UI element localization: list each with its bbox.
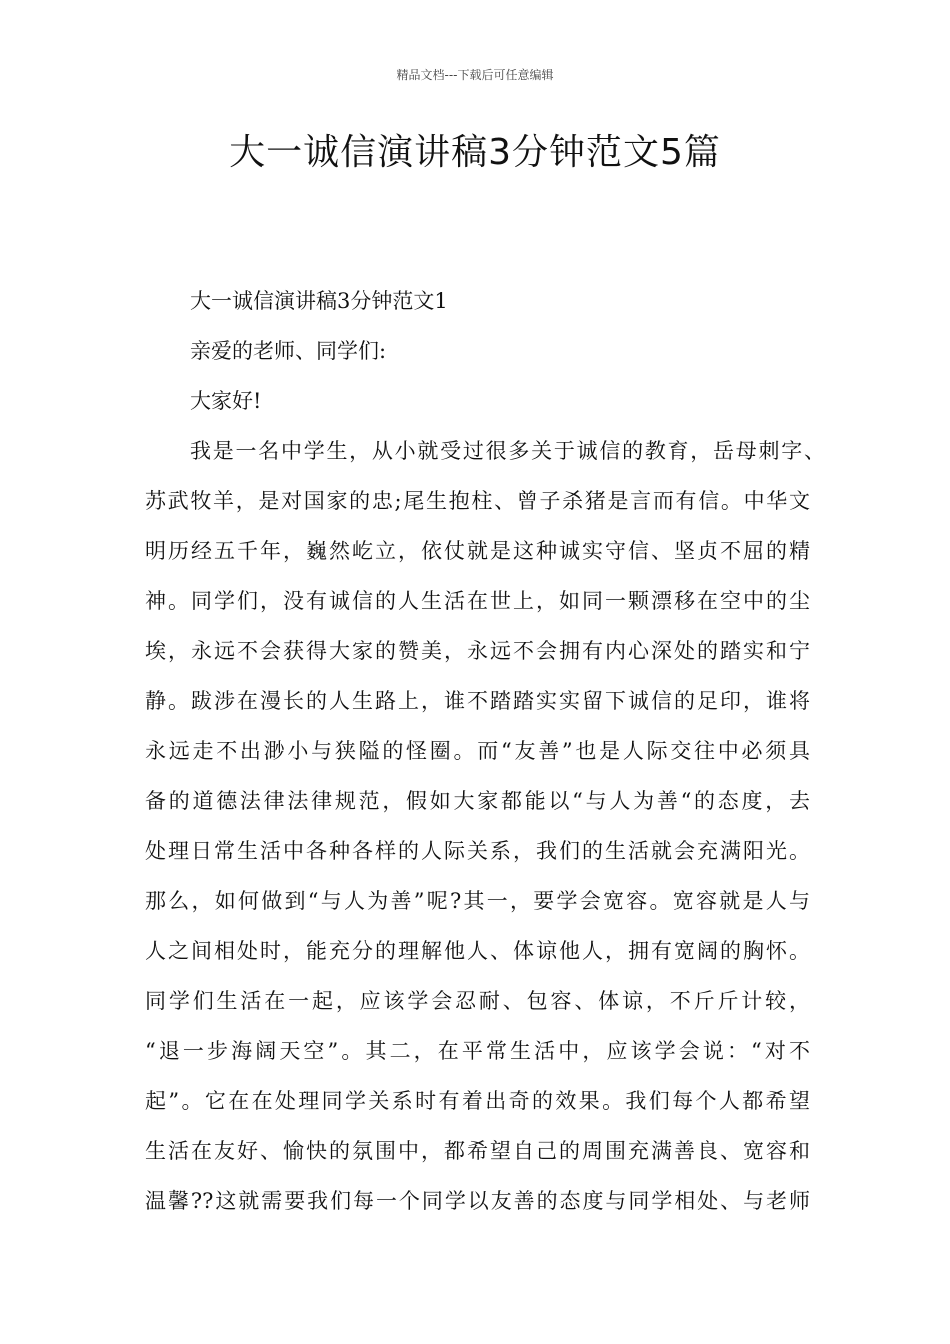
paragraph-line: 同学们生活在一起，应该学会忍耐、包容、体谅，不斤斤计较， — [145, 989, 810, 1013]
paragraph-line: 苏武牧羊，是对国家的忠;尾生抱柱、曾子杀猪是言而有信。中华文 — [145, 489, 810, 513]
paragraph-line: 处理日常生活中各种各样的人际关系，我们的生活就会充满阳光。 — [145, 839, 810, 863]
greeting: 大家好! — [190, 389, 262, 413]
paragraph-line: 人之间相处时，能充分的理解他人、体谅他人，拥有宽阔的胸怀。 — [145, 939, 810, 963]
paragraph-line: 起”。它在在处理同学关系时有着出奇的效果。我们每个人都希望 — [145, 1089, 810, 1113]
paragraph-line: 那么，如何做到“与人为善”呢?其一，要学会宽容。宽容就是人与 — [145, 889, 810, 913]
paragraph-line: 温馨??这就需要我们每一个同学以友善的态度与同学相处、与老师 — [145, 1189, 810, 1213]
paragraph-line: 永远走不出渺小与狭隘的怪圈。而“友善”也是人际交往中必须具 — [145, 739, 810, 763]
paragraph-line: 备的道德法律法律规范，假如大家都能以“与人为善“的态度，去 — [145, 789, 810, 813]
paragraph-line: 生活在友好、愉快的氛围中，都希望自己的周围充满善良、宽容和 — [145, 1139, 810, 1163]
document-title: 大一诚信演讲稿3分钟范文5篇 — [229, 132, 721, 173]
paragraph-line: 静。跋涉在漫长的人生路上，谁不踏踏实实留下诚信的足印，谁将 — [145, 689, 810, 713]
paragraph-line: 埃，永远不会获得大家的赞美，永远不会拥有内心深处的踏实和宁 — [145, 639, 810, 663]
paragraph-line: 神。同学们，没有诚信的人生活在世上，如同一颗漂移在空中的尘 — [145, 589, 810, 613]
paragraph-line: “退一步海阔天空”。其二，在平常生活中，应该学会说：“对不 — [145, 1039, 810, 1063]
salutation: 亲爱的老师、同学们: — [190, 339, 387, 363]
paragraph-line: 明历经五千年，巍然屹立，依仗就是这种诚实守信、坚贞不屈的精 — [145, 539, 810, 563]
section-heading: 大一诚信演讲稿3分钟范文1 — [190, 289, 448, 313]
header-note: 精品文档---下载后可任意编辑 — [396, 68, 554, 82]
paragraph-line: 我是一名中学生，从小就受过很多关于诚信的教育，岳母刺字、 — [190, 439, 825, 463]
